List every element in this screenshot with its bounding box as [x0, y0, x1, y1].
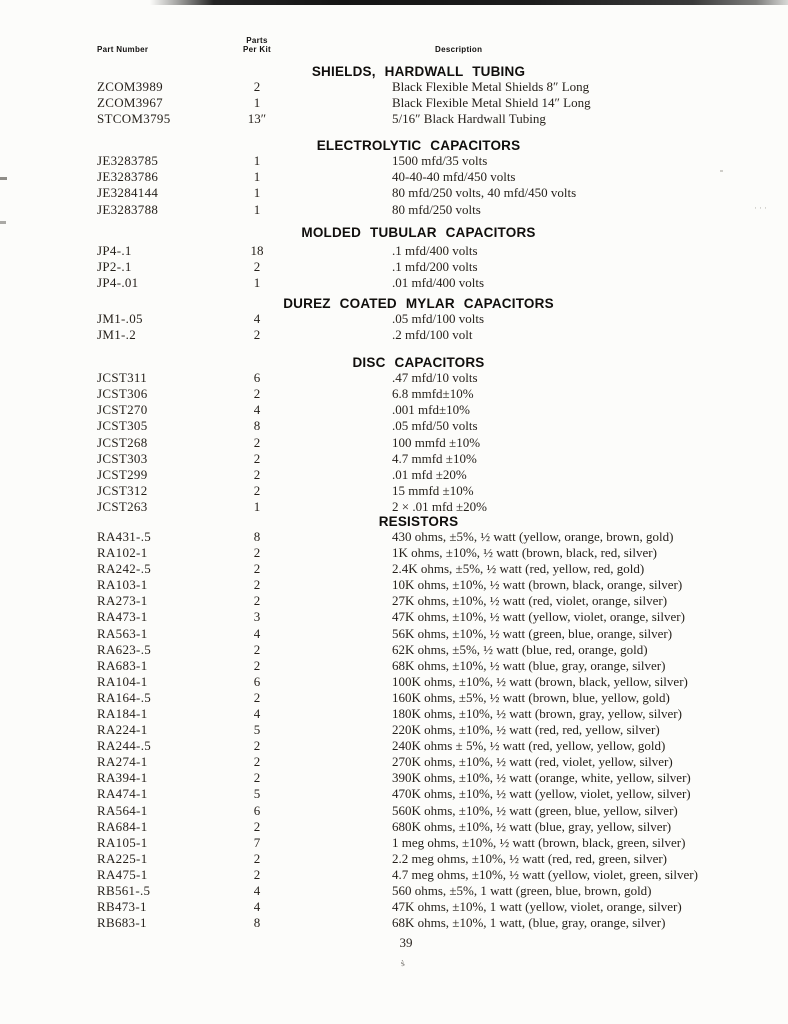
- description-cell: Black Flexible Metal Shield 14″ Long: [392, 95, 591, 111]
- column-header-parts-line2: Per Kit: [243, 45, 271, 54]
- parts-row: [0, 418, 788, 434]
- parts-row: [0, 185, 788, 201]
- part-number-cell: RA244-.5: [97, 738, 152, 754]
- parts-row: [0, 690, 788, 706]
- parts-row: [0, 386, 788, 402]
- part-number-cell: RA224-1: [97, 722, 148, 738]
- parts-per-kit-cell: 8: [253, 418, 261, 434]
- description-cell: 4.7 mmfd ±10%: [392, 450, 477, 466]
- parts-section: [0, 355, 788, 515]
- parts-per-kit-cell: 8: [253, 915, 261, 931]
- parts-row: [0, 153, 788, 169]
- column-header-part-number: Part Number: [97, 45, 149, 54]
- parts-row: [0, 529, 788, 545]
- parts-per-kit-cell: 7: [253, 834, 261, 850]
- part-number-cell: JP4-.1: [97, 242, 132, 258]
- part-number-cell: RA394-1: [97, 770, 148, 786]
- parts-row: [0, 95, 788, 111]
- description-cell: 80 mfd/250 volts: [392, 201, 481, 217]
- parts-row: [0, 851, 788, 867]
- description-cell: 220K ohms, ±10%, ½ watt (red, red, yellow, silver): [392, 722, 660, 738]
- description-cell: 47K ohms, ±10%, ½ watt (yellow, violet, orange, silver): [392, 609, 685, 625]
- parts-row: [0, 370, 788, 386]
- part-number-cell: RA105-1: [97, 834, 148, 850]
- part-number-cell: RB683-1: [97, 915, 147, 931]
- parts-per-kit-cell: 2: [253, 434, 261, 450]
- part-number-cell: JM1-.2: [97, 327, 136, 343]
- part-number-cell: JCST305: [97, 418, 148, 434]
- parts-per-kit-cell: 4: [253, 625, 261, 641]
- scan-artifact-margin-dash: [0, 221, 6, 224]
- parts-per-kit-cell: 2: [253, 482, 261, 498]
- description-cell: 68K ohms, ±10%, 1 watt, (blue, gray, orange, silver): [392, 915, 666, 931]
- parts-row: [0, 609, 788, 625]
- parts-row: [0, 835, 788, 851]
- sections: [0, 64, 788, 931]
- parts-per-kit-cell: 8: [253, 528, 261, 544]
- section-title: DISC CAPACITORS: [352, 355, 485, 371]
- part-number-cell: RA623-.5: [97, 641, 152, 657]
- part-number-cell: RB473-1: [97, 899, 147, 915]
- description-cell: 560K ohms, ±10%, ½ watt (green, blue, yellow, silver): [392, 802, 678, 818]
- description-cell: .47 mfd/10 volts: [392, 370, 478, 386]
- parts-per-kit-cell: 6: [253, 802, 261, 818]
- parts-row: [0, 803, 788, 819]
- description-cell: .05 mfd/50 volts: [392, 418, 478, 434]
- parts-row: [0, 786, 788, 802]
- parts-row: [0, 915, 788, 931]
- part-number-cell: RB561-.5: [97, 883, 151, 899]
- description-cell: 62K ohms, ±5%, ½ watt (blue, red, orange, gold): [392, 641, 648, 657]
- description-cell: 1500 mfd/35 volts: [392, 153, 488, 169]
- description-cell: 2 × .01 mfd ±20%: [392, 498, 487, 514]
- description-cell: 240K ohms ± 5%, ½ watt (red, yellow, yellow, gold): [392, 738, 666, 754]
- part-number-cell: JE3283785: [97, 153, 159, 169]
- section-rows: [0, 243, 788, 291]
- section-rows: [0, 529, 788, 931]
- parts-row: [0, 483, 788, 499]
- parts-section: [0, 296, 788, 343]
- parts-row: [0, 577, 788, 593]
- parts-row: [0, 593, 788, 609]
- parts-per-kit-cell: 2: [253, 850, 261, 866]
- parts-per-kit-cell: 2: [253, 689, 261, 705]
- part-number-cell: JE3283788: [97, 201, 159, 217]
- page-number: 39: [399, 935, 413, 951]
- parts-row: [0, 706, 788, 722]
- parts-per-kit-cell: 4: [253, 402, 261, 418]
- parts-row: [0, 658, 788, 674]
- description-cell: .01 mfd/400 volts: [392, 274, 485, 290]
- section-title: RESISTORS: [378, 513, 459, 529]
- part-number-cell: RA473-1: [97, 609, 148, 625]
- parts-per-kit-cell: 4: [253, 899, 261, 915]
- description-cell: .001 mfd±10%: [392, 402, 470, 418]
- description-cell: .2 mfd/100 volt: [392, 327, 473, 343]
- description-cell: 56K ohms, ±10%, ½ watt (green, blue, orange, silver): [392, 625, 673, 641]
- parts-row: [0, 435, 788, 451]
- parts-per-kit-cell: 2: [253, 738, 261, 754]
- description-cell: 390K ohms, ±10%, ½ watt (orange, white, yellow, silver): [392, 770, 691, 786]
- description-cell: Black Flexible Metal Shields 8″ Long: [392, 79, 590, 94]
- part-number-cell: RA274-1: [97, 754, 148, 770]
- parts-row: [0, 451, 788, 467]
- parts-section: [0, 514, 788, 931]
- parts-row: [0, 722, 788, 738]
- part-number-cell: JCST299: [97, 466, 148, 482]
- parts-row: [0, 867, 788, 883]
- scan-artifact-speck: [720, 170, 723, 172]
- parts-per-kit-cell: 5: [253, 786, 261, 802]
- description-cell: 1K ohms, ±10%, ½ watt (brown, black, red, silver): [392, 545, 657, 561]
- parts-per-kit-cell: 2: [253, 327, 261, 343]
- section-title: SHIELDS, HARDWALL TUBING: [311, 64, 526, 79]
- description-cell: .05 mfd/100 volts: [392, 310, 485, 326]
- parts-per-kit-cell: 13″: [247, 111, 267, 127]
- part-number-cell: JE3283786: [97, 169, 159, 185]
- part-number-cell: RA103-1: [97, 577, 148, 593]
- parts-per-kit-cell: 1: [253, 185, 261, 201]
- scan-artifact-margin-dots: ···: [754, 203, 769, 213]
- parts-row: [0, 545, 788, 561]
- parts-per-kit-cell: 6: [253, 370, 261, 386]
- parts-section: [0, 225, 788, 291]
- part-number-cell: JCST303: [97, 450, 148, 466]
- description-cell: 15 mmfd ±10%: [392, 482, 474, 498]
- parts-per-kit-cell: 1: [253, 169, 261, 185]
- description-cell: 430 ohms, ±5%, ½ watt (yellow, orange, brown, gold): [392, 528, 674, 544]
- parts-per-kit-cell: 2: [253, 258, 261, 274]
- parts-per-kit-cell: 2: [253, 657, 261, 673]
- part-number-cell: JM1-.05: [97, 310, 143, 326]
- parts-row: [0, 111, 788, 127]
- parts-per-kit-cell: 2: [253, 866, 261, 882]
- description-cell: 68K ohms, ±10%, ½ watt (blue, gray, orange, silver): [392, 657, 666, 673]
- description-cell: 160K ohms, ±5%, ½ watt (brown, blue, yellow, gold): [392, 689, 670, 705]
- parts-per-kit-cell: 1: [253, 274, 261, 290]
- description-cell: 180K ohms, ±10%, ½ watt (brown, gray, yellow, silver): [392, 706, 682, 721]
- description-cell: 270K ohms, ±10%, ½ watt (red, violet, yellow, silver): [392, 754, 673, 770]
- parts-per-kit-cell: 2: [253, 79, 261, 94]
- parts-per-kit-cell: 2: [253, 641, 261, 657]
- description-cell: 100 mmfd ±10%: [392, 434, 481, 450]
- part-number-cell: JCST270: [97, 402, 148, 418]
- description-cell: 100K ohms, ±10%, ½ watt (brown, black, yellow, silver): [392, 673, 688, 689]
- description-cell: .1 mfd/400 volts: [392, 242, 478, 258]
- parts-row: [0, 243, 788, 259]
- part-number-cell: RA683-1: [97, 657, 148, 673]
- parts-per-kit-cell: 2: [253, 770, 261, 786]
- parts-per-kit-cell: 1: [253, 201, 261, 217]
- section-rows: [0, 79, 788, 127]
- parts-row: [0, 883, 788, 899]
- parts-per-kit-cell: 2: [253, 466, 261, 482]
- part-number-cell: RA102-1: [97, 545, 148, 561]
- part-number-cell: JCST311: [97, 370, 148, 386]
- parts-row: [0, 754, 788, 770]
- part-number-cell: RA164-.5: [97, 689, 152, 705]
- table-column-headers: [0, 36, 788, 54]
- scan-artifact-stray-mark: ṡ: [400, 957, 406, 969]
- parts-per-kit-cell: 2: [253, 450, 261, 466]
- description-cell: 2.4K ohms, ±5%, ½ watt (red, yellow, red, gold): [392, 561, 645, 577]
- parts-per-kit-cell: 18: [250, 242, 264, 258]
- part-number-cell: RA104-1: [97, 673, 148, 689]
- part-number-cell: RA242-.5: [97, 561, 152, 577]
- parts-per-kit-cell: 1: [253, 498, 261, 514]
- part-number-cell: JP2-.1: [97, 258, 132, 274]
- parts-per-kit-cell: 2: [253, 818, 261, 834]
- description-cell: 4.7 meg ohms, ±10%, ½ watt (yellow, violet, green, silver): [392, 866, 698, 882]
- parts-section: [0, 64, 788, 127]
- parts-row: [0, 626, 788, 642]
- scan-artifact-top-edge: [150, 0, 788, 5]
- part-number-cell: RA225-1: [97, 850, 148, 866]
- parts-per-kit-cell: 2: [253, 545, 261, 561]
- description-cell: 680K ohms, ±10%, ½ watt (blue, gray, yellow, silver): [392, 818, 672, 834]
- parts-row: [0, 169, 788, 185]
- parts-per-kit-cell: 4: [253, 310, 261, 326]
- description-cell: 470K ohms, ±10%, ½ watt (yellow, violet, yellow, silver): [392, 786, 691, 802]
- part-number-cell: JE3284144: [97, 185, 159, 201]
- part-number-cell: RA563-1: [97, 625, 148, 641]
- parts-row: [0, 467, 788, 483]
- parts-per-kit-cell: 2: [253, 754, 261, 770]
- parts-row: [0, 402, 788, 418]
- description-cell: 80 mfd/250 volts, 40 mfd/450 volts: [392, 185, 577, 201]
- section-rows: [0, 370, 788, 515]
- part-number-cell: ZCOM3989: [97, 79, 163, 94]
- parts-row: [0, 275, 788, 291]
- parts-row: [0, 642, 788, 658]
- part-number-cell: JCST268: [97, 434, 148, 450]
- part-number-cell: STCOM3795: [97, 111, 171, 127]
- part-number-cell: RA431-.5: [97, 528, 152, 544]
- parts-per-kit-cell: 3: [253, 609, 261, 625]
- section-rows: [0, 153, 788, 217]
- part-number-cell: JCST306: [97, 386, 148, 402]
- description-cell: 10K ohms, ±10%, ½ watt (brown, black, orange, silver): [392, 577, 683, 593]
- description-cell: 1 meg ohms, ±10%, ½ watt (brown, black, green, silver): [392, 834, 686, 850]
- parts-row: [0, 899, 788, 915]
- parts-per-kit-cell: 2: [253, 593, 261, 609]
- parts-row: [0, 202, 788, 218]
- part-number-cell: RA564-1: [97, 802, 148, 818]
- parts-per-kit-cell: 2: [253, 561, 261, 577]
- parts-row: [0, 674, 788, 690]
- parts-row: [0, 259, 788, 275]
- part-number-cell: JP4-.01: [97, 274, 139, 290]
- description-cell: .01 mfd ±20%: [392, 466, 467, 482]
- description-cell: 2.2 meg ohms, ±10%, ½ watt (red, red, green, silver): [392, 850, 668, 866]
- parts-row: [0, 311, 788, 327]
- parts-row: [0, 561, 788, 577]
- description-cell: 47K ohms, ±10%, 1 watt (yellow, violet, orange, silver): [392, 899, 682, 915]
- column-header-parts-per-kit: [232, 36, 282, 54]
- parts-section: [0, 138, 788, 217]
- description-cell: .1 mfd/200 volts: [392, 258, 478, 274]
- description-cell: 560 ohms, ±5%, 1 watt (green, blue, brown, gold): [392, 883, 652, 899]
- section-rows: [0, 311, 788, 343]
- description-cell: 40-40-40 mfd/450 volts: [392, 169, 516, 185]
- scan-artifact-margin-dash: [0, 177, 7, 180]
- parts-row: [0, 327, 788, 343]
- part-number-cell: RA684-1: [97, 818, 148, 834]
- section-title: ELECTROLYTIC CAPACITORS: [316, 138, 521, 154]
- parts-per-kit-cell: 2: [253, 577, 261, 593]
- parts-per-kit-cell: 5: [253, 722, 261, 738]
- parts-per-kit-cell: 4: [253, 706, 261, 721]
- parts-row: [0, 738, 788, 754]
- description-cell: 27K ohms, ±10%, ½ watt (red, violet, orange, silver): [392, 593, 668, 609]
- parts-per-kit-cell: 2: [253, 386, 261, 402]
- parts-row: [0, 819, 788, 835]
- column-header-parts-line1: Parts: [246, 36, 268, 45]
- parts-row: [0, 79, 788, 95]
- parts-row: [0, 499, 788, 515]
- description-cell: 5/16″ Black Hardwall Tubing: [392, 111, 546, 127]
- description-cell: 6.8 mmfd±10%: [392, 386, 474, 402]
- parts-per-kit-cell: 6: [253, 673, 261, 689]
- part-number-cell: RA273-1: [97, 593, 148, 609]
- parts-per-kit-cell: 4: [253, 883, 261, 899]
- column-header-description: Description: [435, 45, 483, 54]
- part-number-cell: JCST312: [97, 482, 148, 498]
- parts-per-kit-cell: 1: [253, 153, 261, 169]
- part-number-cell: JCST263: [97, 498, 148, 514]
- parts-row: [0, 770, 788, 786]
- part-number-cell: RA184-1: [97, 706, 148, 721]
- part-number-cell: RA475-1: [97, 866, 148, 882]
- part-number-cell: RA474-1: [97, 786, 148, 802]
- parts-per-kit-cell: 1: [253, 95, 261, 111]
- section-title: MOLDED TUBULAR CAPACITORS: [301, 224, 536, 240]
- part-number-cell: ZCOM3967: [97, 95, 163, 111]
- section-title: DUREZ COATED MYLAR CAPACITORS: [283, 295, 554, 311]
